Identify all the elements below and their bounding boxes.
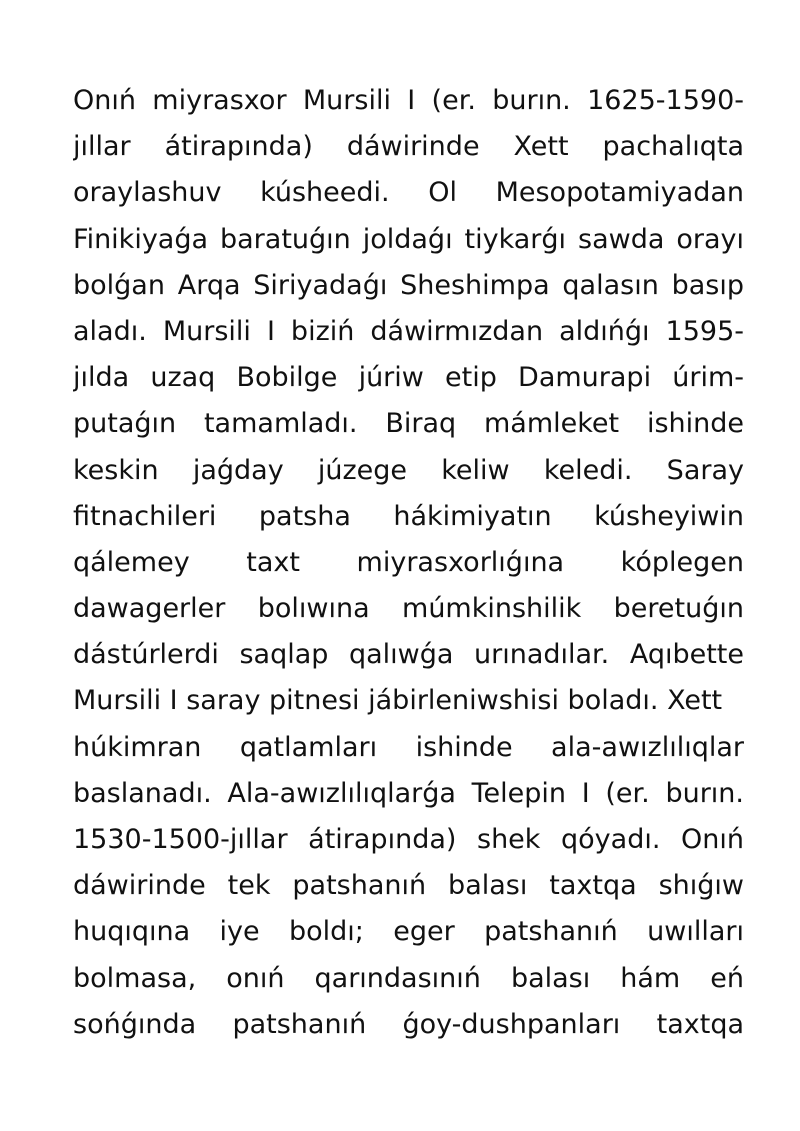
text-line-4: Finikiyaǵa baratuǵın joldaǵı tiykarǵı sawda orayı (73, 223, 744, 255)
text-line-12: dawagerler bolıwına múmkinshilik beretuǵın (73, 593, 744, 625)
text-line-11: qálemey taxt miyrasxorlıǵına kóplegen (73, 546, 744, 578)
text-line-5: bolǵan Arqa Siriyadaǵı Sheshimpa qalasın basıp (73, 269, 744, 301)
text-line-1: Onıń miyrasxor Mursili I (er. burın. 1625-1590- (73, 85, 744, 116)
text-line-9: keskin jaǵday júzege keliw keledi. Saray (73, 454, 744, 486)
text-line-6: aladı. Mursili I biziń dáwirmızdan aldıńǵı 1595- (73, 315, 744, 347)
text-line-3: oraylashuv kúsheedi. Ol Mesopotamiyadan (73, 177, 744, 209)
text-line-2: jıllar átirapında) dáwirinde Xett pachalıqta (73, 131, 744, 163)
text-line-21: sońǵında patshanıń ǵoy-dushpanları taxtqa (73, 1008, 744, 1040)
text-line-20: bolmasa, onıń qarındasınıń balası hám eń (73, 962, 744, 994)
text-line-8: putaǵın tamamladı. Biraq mámleket ishinde (73, 408, 744, 440)
text-line-19: huqıqına iye boldı; eger patshanıń uwılları (73, 916, 744, 948)
text-line-15: húkimran qatlamları ishinde ala-awızlılıqlar (73, 731, 744, 763)
text-line-17: 1530-1500-jıllar átirapında) shek qóyadı. Onıń (73, 824, 744, 855)
text-line-16: baslanadı. Ala-awızlılıqlarǵa Telepin I (er. burın. (73, 777, 744, 809)
text-line-10: fitnachileri patsha hákimiyatın kúsheyiwin (73, 500, 744, 532)
text-line-7: jılda uzaq Bobilge júriw etip Damurapi úrim- (73, 362, 744, 394)
body-paragraph (73, 78, 744, 1048)
text-line-13: dástúrlerdi saqlap qalıwǵa urınadılar. Aqıbette (73, 639, 744, 671)
text-line-14: Mursili I saray pitnesi jábirleniwshisi boladı. Xett (73, 685, 723, 717)
text-line-18: dáwirinde tek patshanıń balası taxtqa shıǵıw (73, 870, 744, 902)
